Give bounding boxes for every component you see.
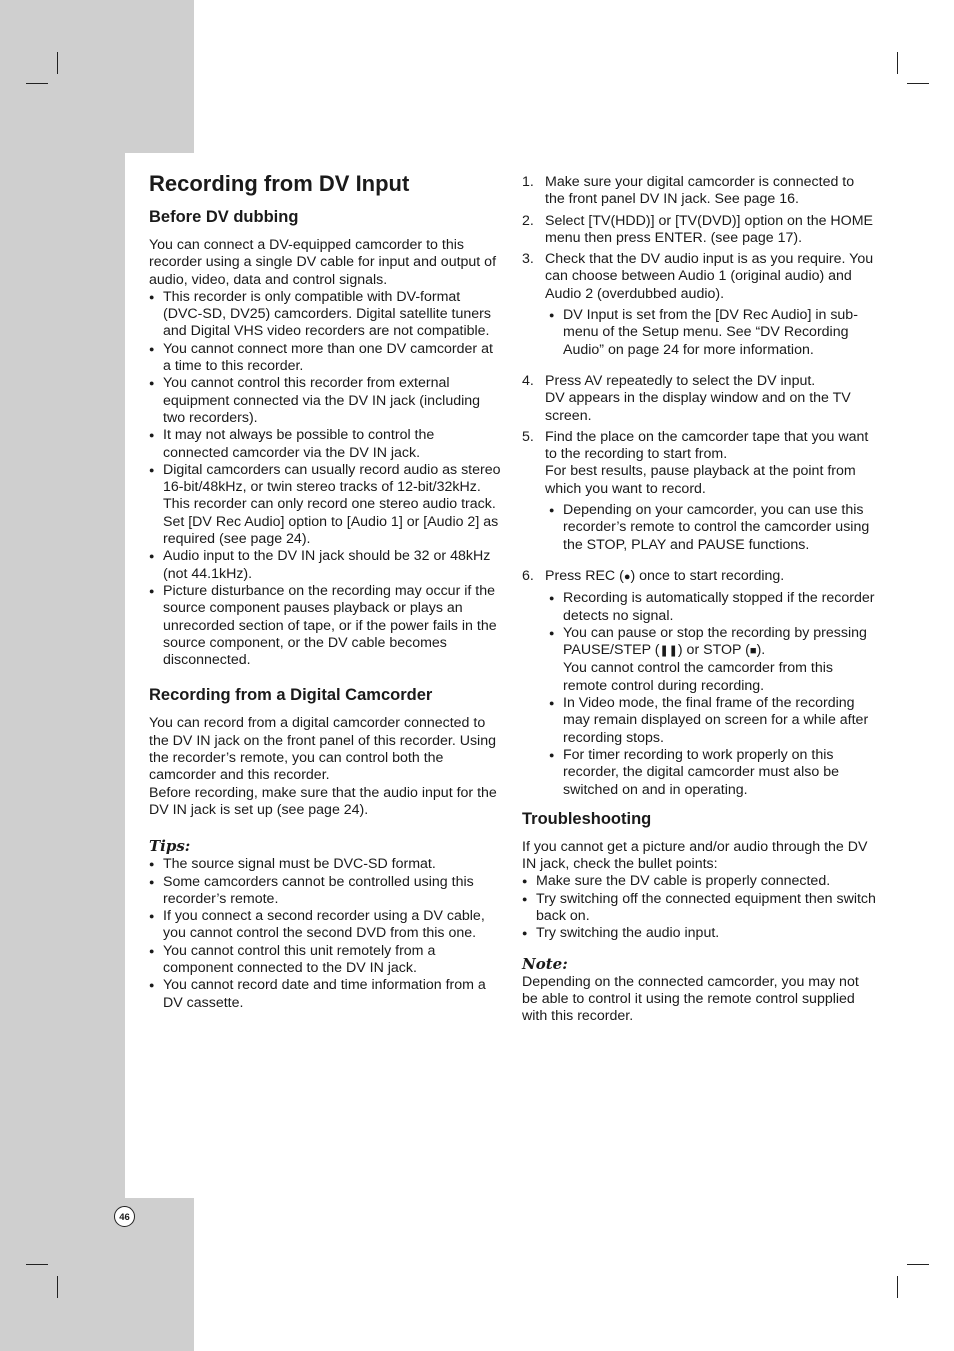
page-title: Recording from DV Input <box>149 171 410 196</box>
list-item: ● You cannot record date and time information from a DV cassette. <box>149 977 501 1012</box>
crop-mark <box>26 83 48 84</box>
step-number: 1. <box>522 174 534 190</box>
list-item: ● Make sure the DV cable is properly connected. <box>522 873 876 890</box>
list-item: ● Recording is automatically stopped if the recorder detects no signal. <box>549 590 876 625</box>
before-dubbing-heading: Before DV dubbing <box>149 208 299 226</box>
crop-mark <box>26 1264 48 1265</box>
list-item: ● Audio input to the DV IN jack should be 32 or 48kHz (not 44.1kHz). <box>149 548 501 583</box>
right-column <box>522 174 876 1025</box>
list-item: ● This recorder is only compatible with DV-format (DVC-SD, DV25) camcorders. Digital satellite tuners and Digital VHS video recorders are not compatible. <box>149 289 501 341</box>
note-text: Depending on the connected camcorder, you may not be able to control it using the remote control supplied with this recorder. <box>522 973 859 1025</box>
troubleshooting-intro: If you cannot get a picture and/or audio through the DV IN jack, check the bullet points: <box>522 838 868 873</box>
step-number: 2. <box>522 212 534 229</box>
crop-mark <box>57 1276 58 1298</box>
step-item <box>522 213 876 248</box>
step-number: 6. <box>522 567 534 584</box>
step-text: Select [TV(HDD)] or [TV(DVD)] option on the HOME menu then press ENTER. (see page 17). <box>545 212 873 246</box>
tips-heading: Tips: <box>149 837 191 856</box>
step-text: Press AV repeatedly to select the DV input. <box>545 372 816 389</box>
digital-camcorder-heading: Recording from a Digital Camcorder <box>149 686 433 705</box>
list-item: ● Digital camcorders can usually record audio as stereo 16-bit/48kHz, or twin stereo tracks of 12-bit/32kHz. This recorder can only record one stereo audio track. Set [DV Rec Audio] option to [Audio 1] or [Audio 2] as required (see page 24). <box>149 462 501 548</box>
digital-camcorder-para: Before recording, make sure that the audio input for the DV IN jack is set up (see page 24). <box>149 784 497 818</box>
step-item <box>522 429 876 554</box>
list-item: ● Some camcorders cannot be controlled using this recorder’s remote. <box>149 874 501 909</box>
step-number: 4. <box>522 372 534 389</box>
list-item: ● If you connect a second recorder using a DV cable, you cannot control the second DVD from this one. <box>149 908 501 943</box>
tips-list <box>149 856 501 1012</box>
list-item: ● You cannot control this recorder from external equipment connected via the DV IN jack (including two recorders). <box>149 375 501 427</box>
list-item: ● You can pause or stop the recording by pressing PAUSE/STEP (❚❚) or STOP (■). You cannot control the camcorder from this remote control during recording. <box>549 625 876 695</box>
list-item: ● You cannot connect more than one DV camcorder at a time to this recorder. <box>149 341 501 376</box>
crop-mark <box>907 83 929 84</box>
list-item: ● For timer recording to work properly on this recorder, the digital camcorder must also be switched on and in operating. <box>549 747 876 799</box>
note-heading: Note: <box>522 954 568 973</box>
step-text: Press REC (●) once to start recording. <box>545 567 785 584</box>
list-item: ● Try switching off the connected equipment then switch back on. <box>522 891 876 926</box>
left-column <box>149 170 501 1012</box>
before-dubbing-list <box>149 289 501 670</box>
list-item: ● You cannot control this unit remotely from a component connected to the DV IN jack. <box>149 943 501 978</box>
record-icon: ● <box>623 570 631 583</box>
crop-mark <box>907 1264 929 1265</box>
step-item <box>522 174 876 209</box>
margin-strip-left <box>0 153 125 1198</box>
list-item: ● In Video mode, the final frame of the recording may remain displayed on screen for a while after recording stops. <box>549 695 876 747</box>
troubleshooting-list <box>522 873 876 942</box>
list-item: ● Picture disturbance on the recording may occur if the source component pauses playback or plays an unrecorded section of tape, or if the power fails in the source component, or the DV cable becomes disconnected. <box>149 583 501 669</box>
step-subtext: DV appears in the display window and on the TV screen. <box>545 390 851 424</box>
step-text: Make sure your digital camcorder is connected to the front panel DV IN jack. See page 16. <box>545 174 855 208</box>
step-text: Check that the DV audio input is as you require. You can choose between Audio 1 (original audio) and Audio 2 (overdubbed audio). <box>545 251 874 302</box>
crop-mark <box>57 52 58 74</box>
before-dubbing-intro: You can connect a DV-equipped camcorder to this recorder using a single DV cable for input and output of audio, video, data and control signals. <box>149 237 497 288</box>
list-item: ● Depending on your camcorder, you can use this recorder’s remote to control the camcorder using the STOP, PLAY and PAUSE functions. <box>549 502 876 554</box>
step-text: Find the place on the camcorder tape that you want to the recording to start from. <box>545 428 869 463</box>
list-item: ● The source signal must be DVC-SD format. <box>149 856 501 873</box>
troubleshooting-heading: Troubleshooting <box>522 809 652 828</box>
step-item <box>522 373 876 425</box>
pause-icon: ❚❚ <box>659 645 678 658</box>
list-item: ● It may not always be possible to control the connected camcorder via the DV IN jack. <box>149 427 501 462</box>
margin-tab-bottom <box>0 1198 194 1351</box>
step-number: 5. <box>522 428 534 445</box>
digital-camcorder-para: You can record from a digital camcorder connected to the DV IN jack on the front panel of this recorder. Using the recorder’s remote, you can control both the camcorder and this recorder. <box>149 715 496 784</box>
stop-icon: ■ <box>749 645 757 658</box>
step-item <box>522 251 876 359</box>
step-number: 3. <box>522 251 534 268</box>
step-subtext: For best results, pause playback at the point from which you want to record. <box>545 463 856 497</box>
list-item: ● Try switching the audio input. <box>522 925 876 942</box>
page-number: 46 <box>114 1206 135 1227</box>
margin-tab-top <box>0 0 194 153</box>
crop-mark <box>897 1276 898 1298</box>
list-item: ● DV Input is set from the [DV Rec Audio] in sub-menu of the Setup menu. See “DV Recording Audio” on page 24 for more information. <box>549 307 876 359</box>
step-item <box>522 568 876 799</box>
steps-list <box>522 174 876 799</box>
crop-mark <box>897 52 898 74</box>
